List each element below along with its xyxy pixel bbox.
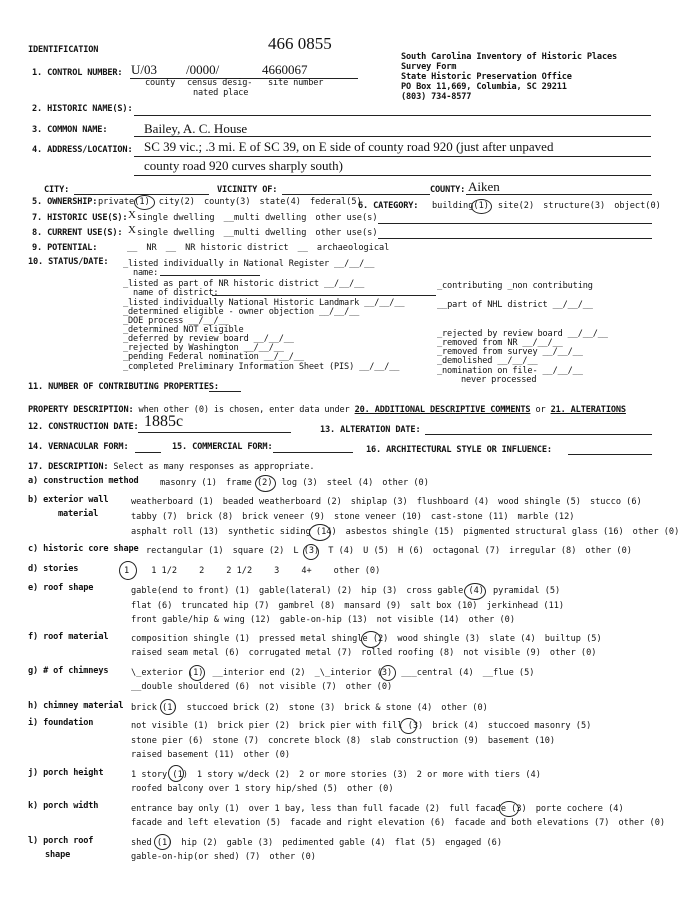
option[interactable]: wood shingle (3) — [397, 634, 481, 644]
option[interactable]: gambrel (8) — [278, 601, 336, 611]
section-label: a) construction method — [28, 476, 139, 486]
status-item[interactable]: listed as part of NR historic district — [128, 279, 319, 289]
option[interactable]: state(4) — [259, 197, 301, 207]
status-item[interactable]: determined eligible - owner objection — [128, 307, 314, 317]
option[interactable]: gable(lateral) (2) — [259, 586, 353, 596]
option[interactable]: other (0) — [345, 682, 393, 692]
status-item[interactable]: pending Federal nomination — [128, 352, 259, 362]
option[interactable]: salt box (10) — [410, 601, 478, 611]
status-date[interactable]: __/__/__ — [243, 343, 284, 353]
status-item[interactable]: removed from NR — [442, 338, 518, 348]
option[interactable]: shed (1) — [131, 838, 173, 848]
status-item[interactable]: non contributing — [512, 281, 593, 291]
option[interactable]: other (0) — [585, 546, 632, 556]
option[interactable]: NR historic district — [185, 243, 289, 253]
status-item[interactable]: demolished — [442, 356, 493, 366]
option-row — [160, 478, 438, 489]
option[interactable]: single dwelling — [137, 228, 215, 238]
option[interactable]: not visible (14) — [376, 615, 460, 625]
section-label: g) # of chimneys — [28, 666, 109, 676]
alterations-link[interactable]: 21. ALTERATIONS — [550, 405, 626, 415]
option[interactable]: other (0) — [333, 566, 381, 576]
option[interactable]: multi dwelling — [233, 213, 307, 223]
option[interactable]: pyramidal (5) — [492, 586, 561, 596]
selection-circle — [168, 765, 184, 782]
option[interactable]: brick (4) — [432, 721, 479, 731]
option[interactable]: not visible (9) — [463, 648, 541, 658]
option[interactable]: entrance bay only (1) — [131, 804, 240, 814]
sub-site: site number — [268, 78, 324, 88]
selection-circle — [154, 834, 171, 850]
option[interactable]: central (4) — [416, 668, 474, 678]
option[interactable]: other (0) — [632, 527, 680, 537]
section-label: d) stories — [28, 564, 79, 574]
option-row — [131, 818, 674, 829]
option[interactable]: other (0) — [382, 478, 429, 488]
status-date[interactable]: __/__/__ — [364, 298, 405, 308]
section-label: material — [58, 509, 99, 519]
commercial-form-label: 15. COMMERCIAL FORM: — [172, 442, 273, 452]
status-item[interactable]: removed from survey — [442, 347, 538, 357]
check-mark: X — [128, 224, 136, 236]
status-date[interactable]: __/__/__ — [318, 307, 360, 317]
prop-text: when other (0) is chosen, enter data under — [138, 405, 350, 415]
option-row — [131, 784, 403, 795]
status-item[interactable]: part of NHL district — [447, 300, 548, 310]
option[interactable]: 2 or more with tiers (4) — [416, 770, 541, 780]
status-date[interactable]: __/__/__ — [542, 366, 583, 376]
category-options — [432, 201, 670, 212]
option[interactable]: brick & stone (4) — [344, 703, 433, 713]
option-row — [131, 804, 633, 815]
status-label: 10. STATUS/DATE: — [28, 257, 109, 267]
selection-circle — [189, 665, 205, 681]
option[interactable]: interior end (2) — [222, 668, 306, 678]
option-row: \_exterior (1) __interior end (2) _\_interior (3) ___central (4) __flue (5) — [131, 668, 535, 678]
status-item[interactable]: rejected by Washington — [128, 343, 239, 353]
option[interactable]: irregular (8) — [509, 546, 577, 556]
status-name-field[interactable] — [160, 275, 260, 276]
option[interactable]: site(2) — [497, 201, 535, 211]
option[interactable]: rolled roofing (8) — [361, 648, 455, 658]
option[interactable]: 4+ — [301, 566, 312, 576]
option[interactable]: flue (5) — [493, 668, 535, 678]
historic-use-options: single dwelling __multi dwelling other use(s) — [137, 213, 378, 223]
selection-circle — [464, 583, 486, 600]
option[interactable]: other (0) — [243, 750, 291, 760]
status-date[interactable]: __/__/__ — [323, 279, 365, 289]
option[interactable]: structure(3) — [543, 201, 606, 211]
option-row — [131, 512, 583, 523]
vernacular-form-field[interactable] — [135, 452, 161, 453]
vicinity-label: VICINITY OF: — [217, 185, 278, 195]
option[interactable]: front gable/hip & wing (12) — [131, 615, 271, 625]
status-date[interactable]: __/__/__ — [542, 347, 583, 357]
architectural-style-label: 16. ARCHITECTURAL STYLE OR INFLUENCE: — [366, 445, 552, 455]
option[interactable]: pigmented structural glass (16) — [463, 527, 624, 537]
common-name-value[interactable]: Bailey, A. C. House — [144, 121, 248, 136]
address-line2[interactable]: county road 920 curves sharply south) — [144, 158, 343, 173]
description-instructions: Select as many responses as appropriate. — [113, 462, 315, 472]
status-item[interactable]: listed individually National Historic Landmark — [128, 298, 360, 308]
option[interactable]: H (6) — [397, 546, 424, 556]
historic-name-label: 2. HISTORIC NAME(S): — [32, 104, 133, 114]
option[interactable]: square (2) — [232, 546, 285, 556]
option[interactable]: pedimented gable (4) — [282, 838, 386, 848]
option[interactable]: exterior (1) — [141, 668, 204, 678]
option[interactable]: county(3) — [203, 197, 251, 207]
option[interactable]: flat (5) — [394, 838, 437, 848]
option[interactable]: brick pier with fill (3) — [299, 721, 424, 731]
identification-heading: IDENTIFICATION — [28, 45, 99, 55]
option[interactable]: pressed metal shingle (2) — [259, 634, 389, 644]
option[interactable]: corrugated metal (7) — [248, 648, 353, 658]
agency-line: State Historic Preservation Office — [401, 72, 572, 82]
option-row — [131, 615, 524, 626]
option[interactable]: steel (4) — [326, 478, 374, 488]
option[interactable]: marble (12) — [517, 512, 575, 522]
option[interactable]: archaeological — [316, 243, 390, 253]
status-item[interactable]: DOE process — [128, 316, 184, 326]
option[interactable]: T (4) — [328, 546, 355, 556]
agency-line: PO Box 11,669, Columbia, SC 29211 — [401, 82, 567, 92]
control-number-label: 1. CONTROL NUMBER: — [32, 68, 123, 78]
status-item[interactable]: listed individually in National Register — [128, 259, 329, 269]
option[interactable]: 1 story (1) — [131, 770, 188, 780]
contributing-field[interactable] — [209, 391, 241, 392]
site-number[interactable]: 4660067 — [262, 62, 308, 77]
address-underline-2 — [134, 175, 651, 176]
option[interactable]: stone pier (6) — [131, 736, 204, 746]
section-label: h) chimney material — [28, 701, 124, 711]
status-item[interactable]: deferred by review board — [128, 334, 249, 344]
option[interactable]: stone (3) — [288, 703, 336, 713]
construction-date-underline — [138, 432, 291, 433]
option[interactable]: masonry (1) — [160, 478, 217, 488]
alteration-date-label: 13. ALTERATION DATE: — [320, 425, 421, 435]
status-date[interactable]: __/__/__ — [263, 352, 304, 362]
option-row — [131, 721, 600, 732]
option[interactable]: stuccoed brick (2) — [186, 703, 280, 713]
option[interactable]: stuccoed masonry (5) — [487, 721, 592, 731]
status-date[interactable]: __/__/__ — [497, 356, 538, 366]
section-label: k) porch width — [28, 801, 99, 811]
county-underline — [466, 194, 652, 195]
census-code[interactable]: /0000/ — [186, 62, 220, 77]
section-label: e) roof shape — [28, 583, 94, 593]
ownership-label: 5. OWNERSHIP: — [32, 197, 98, 207]
option[interactable]: log (3) — [281, 478, 318, 488]
selection-circle — [303, 544, 319, 560]
property-description-note — [28, 405, 626, 416]
option[interactable]: interior (3) — [330, 668, 393, 678]
category-label: 6. CATEGORY: — [358, 201, 419, 211]
option[interactable]: brick (1) — [131, 703, 178, 713]
handwritten-number: 466 0855 — [268, 34, 332, 53]
option[interactable]: builtup (5) — [544, 634, 602, 644]
option[interactable]: basement (10) — [487, 736, 556, 746]
selection-circle — [255, 475, 276, 492]
additional-comments-link[interactable]: 20. ADDITIONAL DESCRIPTIVE COMMENTS — [354, 405, 531, 415]
selection-circle — [499, 801, 519, 817]
construction-date-label: 12. CONSTRUCTION DATE: — [28, 422, 139, 432]
construction-date-value[interactable]: 1885c — [144, 413, 184, 430]
option[interactable]: other (0) — [549, 648, 597, 658]
option[interactable]: other (0) — [618, 818, 666, 828]
section-label: f) roof material — [28, 632, 109, 642]
option[interactable]: multi dwelling — [233, 228, 307, 238]
option[interactable]: over 1 bay, less than full facade (2) — [248, 804, 441, 814]
option[interactable]: cast-stone (11) — [430, 512, 509, 522]
option[interactable]: full facade (3) — [449, 804, 527, 814]
commercial-form-field[interactable] — [273, 452, 353, 453]
option[interactable]: 2 or more stories (3) — [299, 770, 408, 780]
option[interactable]: facade and left elevation (5) — [131, 818, 282, 828]
option[interactable]: cross gable (4) — [406, 586, 484, 596]
option-row — [131, 838, 511, 849]
status-date[interactable]: __/__/__ — [334, 259, 375, 269]
address-label: 4. ADDRESS/LOCATION: — [32, 145, 133, 155]
selection-circle — [361, 631, 381, 648]
architectural-style-field[interactable] — [568, 454, 652, 455]
status-item[interactable]: determined NOT eligible — [128, 325, 244, 335]
option-row — [131, 852, 325, 863]
option[interactable]: facade and right elevation (6) — [290, 818, 446, 828]
city-label: CITY: — [44, 185, 70, 195]
current-use-options: single dwelling __multi dwelling other use(s) — [137, 228, 378, 238]
option[interactable]: double shouldered (6) — [141, 682, 251, 692]
option-row — [131, 770, 550, 781]
section-label: i) foundation — [28, 718, 94, 728]
option[interactable]: gable-on-hip (13) — [279, 615, 368, 625]
option[interactable]: roofed balcony over 1 story hip/shed (5) — [131, 784, 338, 794]
description-label: 17. DESCRIPTION: — [28, 462, 109, 472]
option-row — [131, 527, 688, 538]
option[interactable]: beaded weatherboard (2) — [222, 497, 342, 507]
option[interactable]: raised basement (11) — [131, 750, 235, 760]
status-item[interactable]: rejected by review board — [442, 329, 563, 339]
vicinity-field[interactable] — [282, 194, 430, 195]
status-date[interactable]: __/__/__ — [359, 362, 400, 372]
option[interactable]: object(0) — [614, 201, 661, 211]
historic-use-label: 7. HISTORIC USE(S): — [32, 213, 128, 223]
option[interactable]: rectangular (1) — [146, 546, 224, 556]
option-row — [146, 546, 641, 557]
status-date[interactable]: __/__/__ — [253, 334, 294, 344]
option[interactable]: 1 story w/deck (2) — [196, 770, 291, 780]
status-date[interactable]: __/__/__ — [522, 338, 563, 348]
current-use-label: 8. CURRENT USE(S): — [32, 228, 123, 238]
option[interactable]: private(1) — [98, 197, 150, 207]
option-row — [131, 750, 299, 761]
county-value[interactable]: Aiken — [468, 179, 500, 194]
option[interactable]: tabby (7) — [131, 512, 178, 522]
check-mark: X — [128, 209, 136, 221]
option[interactable]: city(2) — [158, 197, 195, 207]
option[interactable]: composition shingle (1) — [131, 634, 250, 644]
potential-options: __ NR __ NR historic district __ archaeological — [127, 243, 390, 253]
option[interactable]: asphalt roll (13) — [131, 527, 219, 537]
agency-line: Survey Form — [401, 62, 457, 72]
option[interactable]: slab construction (9) — [370, 736, 479, 746]
selection-circle — [309, 524, 331, 541]
contributing-label: 11. NUMBER OF CONTRIBUTING PROPERTIES: — [28, 382, 219, 392]
selection-circle — [380, 665, 396, 681]
option[interactable]: hip (2) — [181, 838, 218, 848]
option[interactable]: other use(s) — [315, 228, 378, 238]
option-row — [131, 648, 605, 659]
option[interactable]: mansard (9) — [344, 601, 402, 611]
address-underline-1 — [134, 156, 651, 157]
option[interactable]: 3 — [274, 566, 280, 576]
status-item[interactable]: contributing — [442, 281, 503, 291]
option[interactable]: engaged (6) — [445, 838, 503, 848]
current-use-field[interactable] — [378, 238, 652, 239]
prop-label: PROPERTY DESCRIPTION: — [28, 405, 134, 415]
county-code[interactable]: U/03 — [131, 62, 157, 77]
common-name-label: 3. COMMON NAME: — [32, 125, 108, 135]
option-row — [131, 736, 564, 747]
option[interactable]: stone (7) — [212, 736, 260, 746]
option[interactable]: porte cochere (4) — [535, 804, 624, 814]
option[interactable]: federal(5) — [309, 197, 362, 207]
option[interactable]: other (0) — [441, 703, 488, 713]
common-name-underline — [134, 136, 651, 137]
option[interactable]: weatherboard (1) — [131, 497, 214, 507]
option[interactable]: stucco (6) — [589, 497, 642, 507]
district-name-field[interactable] — [212, 295, 436, 296]
status-date[interactable]: __/__/__ — [552, 300, 593, 310]
status-item: name: — [133, 268, 159, 278]
option-row — [131, 497, 651, 508]
alteration-date-field[interactable] — [425, 434, 652, 435]
option[interactable]: U (5) — [363, 546, 389, 556]
sub-census: census desig- — [187, 78, 253, 88]
status-item[interactable]: completed Preliminary Information Sheet (PIS) — [128, 362, 355, 372]
section-label: j) porch height — [28, 768, 104, 778]
option[interactable]: not visible (7) — [259, 682, 337, 692]
option[interactable]: stone veneer (10) — [333, 512, 422, 522]
section-label: l) porch roof — [28, 836, 94, 846]
option[interactable]: other (0) — [269, 852, 316, 862]
option-row — [131, 601, 573, 612]
section-label: shape — [45, 850, 71, 860]
option[interactable]: asbestos shingle (15) — [345, 527, 455, 537]
selection-circle — [160, 699, 176, 715]
option[interactable]: octagonal (7) — [432, 546, 501, 556]
option[interactable]: frame (2) — [225, 478, 273, 488]
sub-place: nated place — [193, 88, 249, 98]
option[interactable]: other (0) — [346, 784, 394, 794]
selection-circle — [119, 561, 137, 580]
option[interactable]: flushboard (4) — [416, 497, 490, 507]
agency-line: South Carolina Inventory of Historic Places — [401, 52, 618, 62]
option[interactable]: slate (4) — [489, 634, 536, 644]
status-date[interactable]: __/__/__ — [188, 316, 229, 326]
section-label: c) historic core shape — [28, 544, 139, 554]
historic-name-field[interactable] — [134, 115, 651, 116]
historic-use-field[interactable] — [378, 223, 652, 224]
option[interactable]: NR — [146, 243, 157, 253]
status-item[interactable]: nomination on file- — [442, 366, 538, 376]
option[interactable]: single dwelling — [137, 213, 215, 223]
option-row — [131, 703, 497, 714]
option[interactable]: other (0) — [468, 615, 516, 625]
option[interactable]: synthetic siding (14) — [227, 527, 337, 537]
option[interactable]: not visible (1) — [131, 721, 209, 731]
option[interactable]: other use(s) — [315, 213, 378, 223]
option-row — [131, 586, 569, 597]
option[interactable]: gable(end to front) (1) — [131, 586, 250, 596]
vernacular-form-label: 14. VERNACULAR FORM: — [28, 442, 129, 452]
option[interactable]: brick veneer (9) — [242, 512, 325, 522]
option[interactable]: gable (3) — [226, 838, 274, 848]
status-item: name of district: — [133, 288, 219, 298]
option[interactable]: brick (8) — [186, 512, 234, 522]
description-heading — [28, 462, 314, 473]
agency-line: (803) 734-8577 — [401, 92, 472, 102]
option[interactable]: wood shingle (5) — [498, 497, 581, 507]
status-date[interactable]: __/__/__ — [567, 329, 608, 339]
option[interactable]: L (3) — [293, 546, 320, 556]
option[interactable]: shiplap (3) — [350, 497, 408, 507]
option[interactable]: 2 — [199, 566, 205, 576]
option[interactable]: building(1) — [432, 201, 489, 211]
option-row: __double shouldered (6) not visible (7) other (0) — [131, 682, 393, 692]
section-label: b) exterior wall — [28, 495, 109, 505]
option[interactable]: brick pier (2) — [217, 721, 291, 731]
option[interactable]: 2 1/2 — [226, 566, 253, 576]
potential-label: 9. POTENTIAL: — [32, 243, 98, 253]
option-row — [124, 566, 389, 577]
option[interactable]: flat (6) — [131, 601, 173, 611]
option[interactable]: jerkinhead (11) — [486, 601, 565, 611]
county-label: COUNTY: — [430, 185, 466, 195]
status-item: never processed — [461, 375, 537, 385]
selection-circle — [471, 199, 492, 214]
option[interactable]: 1 — [124, 566, 130, 576]
option[interactable]: raised seam metal (6) — [131, 648, 240, 658]
option[interactable]: 1 1/2 — [151, 566, 178, 576]
sub-county: county — [145, 78, 176, 88]
option[interactable]: truncated hip (7) — [181, 601, 270, 611]
option[interactable]: hip (3) — [361, 586, 398, 596]
selection-circle — [400, 718, 417, 734]
option[interactable]: gable-on-hip(or shed) (7) — [131, 852, 261, 862]
prop-or: or — [535, 405, 546, 415]
address-line1[interactable]: SC 39 vic.; .3 mi. E of SC 39, on E side of county road 920 (just after unpaved — [144, 139, 554, 154]
selection-circle — [134, 195, 155, 210]
option[interactable]: concrete block (8) — [268, 736, 362, 746]
option[interactable]: facade and both elevations (7) — [454, 818, 610, 828]
